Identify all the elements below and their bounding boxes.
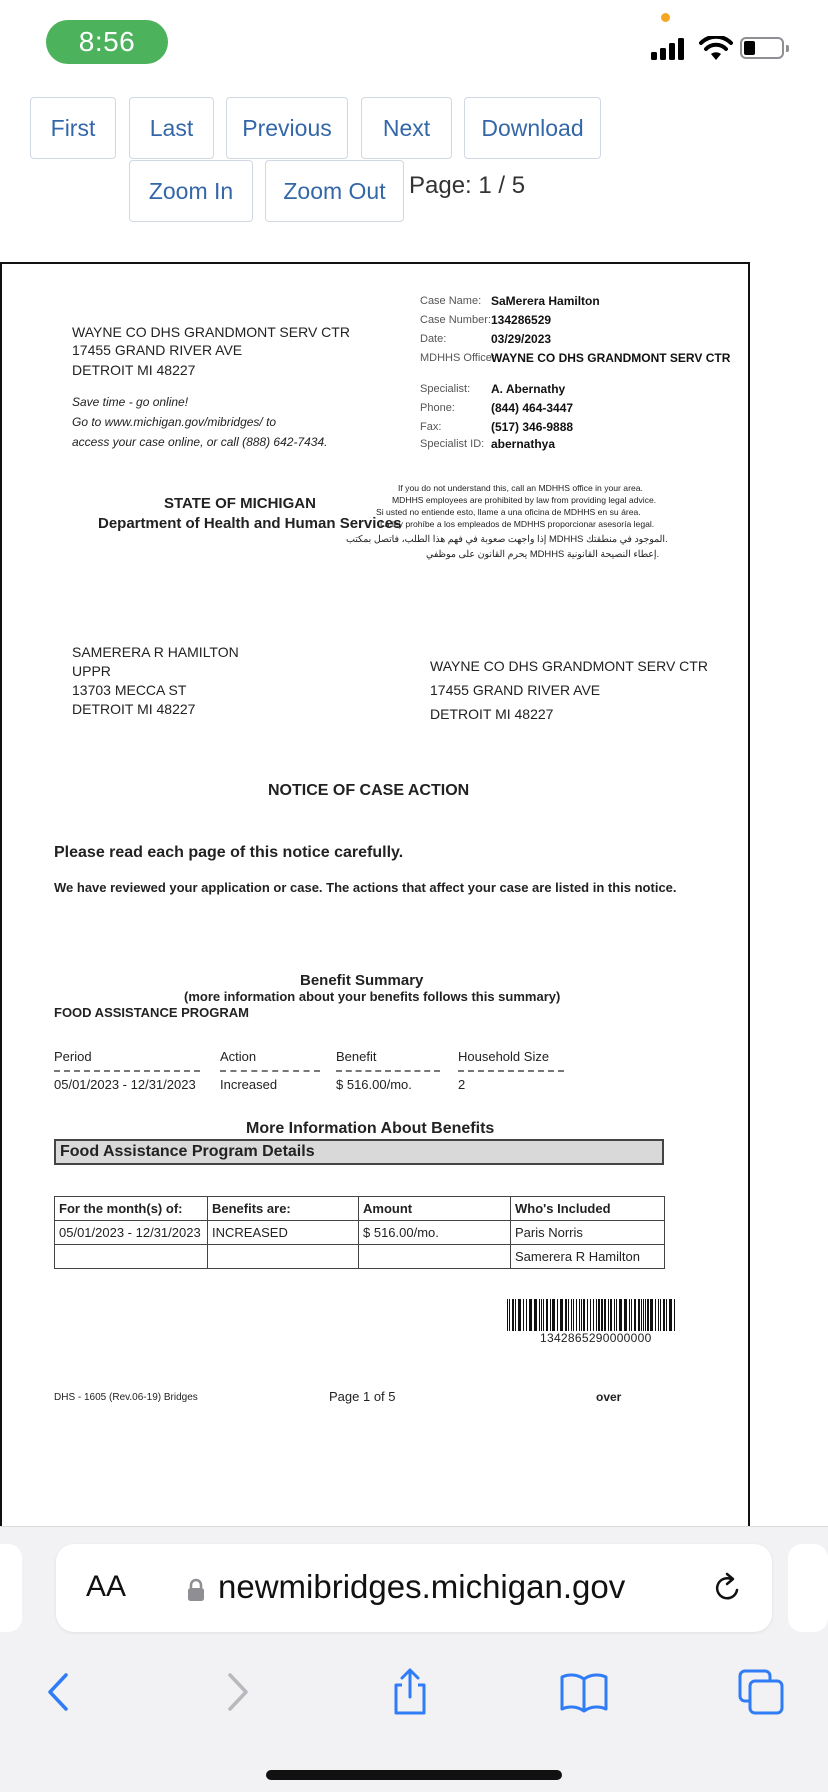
zoom-out-button[interactable]: Zoom Out (265, 160, 404, 222)
table-header-row (55, 1197, 665, 1221)
barcode-number: 1342865290000000 (540, 1331, 652, 1345)
browser-chrome (0, 1526, 828, 1792)
table-cell (55, 1245, 208, 1269)
address-bar[interactable] (56, 1544, 772, 1632)
return-address-line: DETROIT MI 48227 (430, 706, 554, 722)
fax-value: (517) 346-9888 (491, 420, 574, 434)
next-tab-preview[interactable] (788, 1544, 828, 1632)
specialist-value: A. Abernathy (491, 382, 566, 396)
summary-period: 05/01/2023 - 12/31/2023 (54, 1077, 196, 1092)
download-button[interactable]: Download (464, 97, 601, 159)
share-icon[interactable] (385, 1667, 435, 1717)
notice-title: NOTICE OF CASE ACTION (268, 782, 470, 799)
header-divider (54, 1070, 200, 1072)
summary-household-size: 2 (458, 1077, 466, 1092)
table-header-cell: Amount (359, 1197, 511, 1221)
office-address-line: DETROIT MI 48227 (72, 362, 196, 378)
legal-notice-line: If you do not understand this, call an MDHHS office in your area. (398, 483, 643, 493)
previous-tab-preview[interactable] (0, 1544, 22, 1632)
legal-notice-line: إذا واجهت صعوبة في فهم هذا الطلب، فاتصل بمكتب MDHHS الموجود في منطقتك. (346, 533, 668, 544)
battery-icon (740, 37, 784, 59)
header-divider (220, 1070, 320, 1072)
benefit-summary-title: Benefit Summary (300, 972, 424, 989)
cellular-signal-icon (651, 36, 684, 60)
legal-notice-line: La ley prohíbe a los empleados de MDHHS proporcionar asesoría legal. (380, 519, 655, 529)
benefit-details-table (54, 1196, 665, 1269)
more-info-title: More Information About Benefits (246, 1120, 495, 1137)
specialist-id-label: Specialist ID: (420, 438, 485, 450)
status-bar (0, 0, 828, 90)
case-name-label: Case Name: (420, 295, 482, 307)
table-cell (208, 1245, 359, 1269)
online-note-line: Save time - go online! (72, 395, 189, 409)
mic-indicator-icon (661, 13, 670, 22)
action-header: Action (220, 1049, 257, 1064)
next-page-button[interactable]: Next (361, 97, 452, 159)
benefit-header: Benefit (336, 1049, 377, 1064)
recipient-address-line: 13703 MECCA ST (72, 682, 187, 698)
table-cell: Paris Norris (511, 1221, 665, 1245)
specialist-id-value: abernathya (491, 437, 556, 451)
table-header-cell: For the month(s) of: (55, 1197, 208, 1221)
state-title: STATE OF MICHIGAN (164, 495, 316, 512)
household-size-header: Household Size (458, 1049, 550, 1064)
url-text[interactable]: newmibridges.michigan.gov (218, 1568, 626, 1605)
table-header-cell: Benefits are: (208, 1197, 359, 1221)
return-address-line: 17455 GRAND RIVER AVE (430, 682, 601, 698)
case-name-value: SaMerera Hamilton (491, 294, 600, 308)
home-indicator (266, 1770, 562, 1780)
back-icon[interactable] (34, 1667, 84, 1717)
program-name: FOOD ASSISTANCE PROGRAM (54, 1005, 250, 1020)
recipient-address-line: DETROIT MI 48227 (72, 701, 196, 717)
reviewed-text: We have reviewed your application or case. The actions that affect your case are listed in this notice. (54, 880, 677, 895)
last-page-button[interactable]: Last (129, 97, 214, 159)
phone-label: Phone: (420, 402, 455, 414)
page-indicator: Page: 1 / 5 (409, 172, 526, 199)
page-of-text: Page 1 of 5 (329, 1389, 396, 1404)
read-carefully-text: Please read each page of this notice carefully. (54, 844, 404, 861)
tabs-icon[interactable] (736, 1667, 786, 1717)
forward-icon[interactable] (212, 1667, 262, 1717)
table-cell: $ 516.00/mo. (359, 1221, 511, 1245)
zoom-in-button[interactable]: Zoom In (129, 160, 253, 222)
table-cell: INCREASED (208, 1221, 359, 1245)
reload-icon[interactable] (710, 1570, 746, 1606)
benefit-summary-subtitle: (more information about your benefits follows this summary) (184, 989, 561, 1004)
table-row (55, 1245, 665, 1269)
previous-page-button[interactable]: Previous (226, 97, 348, 159)
wifi-icon (699, 36, 733, 62)
header-divider (458, 1070, 564, 1072)
bookmarks-icon[interactable] (559, 1667, 609, 1717)
date-value: 03/29/2023 (491, 332, 552, 346)
recipient-address-line: UPPR (72, 663, 111, 679)
status-time: 8:56 (46, 20, 168, 64)
specialist-label: Specialist: (420, 383, 471, 395)
text-size-label: AA (86, 1570, 127, 1603)
date-label: Date: (420, 333, 447, 345)
table-cell: 05/01/2023 - 12/31/2023 (55, 1221, 208, 1245)
case-number-value: 134286529 (491, 313, 552, 327)
office-address-line: 17455 GRAND RIVER AVE (72, 342, 243, 358)
header-divider (336, 1070, 440, 1072)
summary-benefit: $ 516.00/mo. (336, 1077, 412, 1092)
fap-details-heading: Food Assistance Program Details (54, 1139, 664, 1165)
legal-notice-line: MDHHS employees are prohibited by law from providing legal advice. (392, 495, 657, 505)
over-text: over (596, 1390, 622, 1404)
phone-value: (844) 464-3447 (491, 401, 574, 415)
first-page-button[interactable]: First (30, 97, 116, 159)
case-number-label: Case Number: (420, 314, 491, 326)
form-id: DHS - 1605 (Rev.06-19) Bridges (54, 1392, 198, 1403)
department-title: Department of Health and Human Services (98, 515, 402, 532)
legal-notice-line: يحرم القانون على موظفي MDHHS إعطاء النصيحة القانونية. (426, 548, 660, 559)
pdf-page (0, 262, 750, 1530)
legal-notice-line: Si usted no entiende esto, llame a una oficina de MDHHS en su área. (376, 507, 641, 517)
recipient-address-line: SAMERERA R HAMILTON (72, 644, 239, 660)
office-label: MDHHS Office: (420, 352, 495, 364)
return-address-line: WAYNE CO DHS GRANDMONT SERV CTR (430, 658, 708, 674)
fax-label: Fax: (420, 421, 442, 433)
table-cell: Samerera R Hamilton (511, 1245, 665, 1269)
summary-action: Increased (220, 1077, 278, 1092)
table-row (55, 1221, 665, 1245)
lock-icon (186, 1578, 206, 1602)
office-value: WAYNE CO DHS GRANDMONT SERV CTR (491, 351, 731, 365)
table-cell (359, 1245, 511, 1269)
online-note-line: access your case online, or call (888) 642-7434. (72, 435, 328, 449)
table-header-cell: Who's Included (511, 1197, 665, 1221)
office-address-line: WAYNE CO DHS GRANDMONT SERV CTR (72, 324, 350, 340)
barcode-image (507, 1299, 679, 1335)
online-note-line: Go to www.michigan.gov/mibridges/ to (72, 415, 277, 429)
period-header: Period (54, 1049, 92, 1064)
text-size-button[interactable] (86, 1570, 126, 1604)
